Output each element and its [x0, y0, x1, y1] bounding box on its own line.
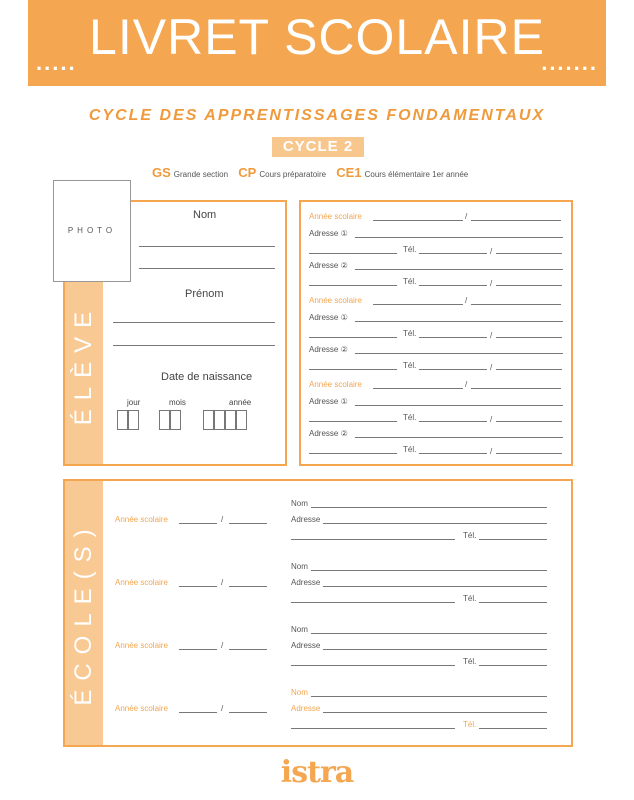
tel-line[interactable] [479, 665, 547, 666]
nom-label: Nom [193, 209, 217, 221]
prenom-line-1[interactable] [113, 322, 275, 323]
subtitle: CYCLE DES APPRENTISSAGES FONDAMENTAUX [88, 107, 546, 124]
annee-line[interactable] [179, 586, 217, 587]
annee-scolaire-label: Année scolaire [309, 212, 362, 221]
adresse2-label: Adresse ② [309, 261, 348, 270]
adresse-line[interactable] [309, 253, 397, 254]
adresse-line[interactable] [323, 586, 547, 587]
annee-line[interactable] [373, 220, 463, 221]
istra-logo: istra [280, 755, 354, 790]
adresse-line[interactable] [355, 437, 563, 438]
adresse1-label: Adresse ① [309, 229, 348, 238]
tel-line[interactable] [479, 602, 547, 603]
ecoles-side-label: ÉCOLE(S) [70, 520, 97, 706]
adresse-line[interactable] [309, 285, 397, 286]
prenom-line-2[interactable] [113, 345, 275, 346]
annee-line[interactable] [229, 649, 267, 650]
annee-scolaire-label: Année scolaire [115, 578, 168, 587]
photo-placeholder[interactable]: PHOTO [53, 180, 131, 282]
tel-line[interactable] [419, 285, 487, 286]
nom-line-1[interactable] [139, 246, 275, 247]
tel-line[interactable] [419, 337, 487, 338]
adresse-label: Adresse [291, 704, 321, 713]
date-cell[interactable] [170, 410, 181, 430]
slash: / [465, 296, 468, 305]
adresse1-label: Adresse ① [309, 397, 348, 406]
slash: / [465, 380, 468, 389]
tel-label: Tél. [463, 594, 477, 603]
annee-line[interactable] [373, 388, 463, 389]
nom-label: Nom [291, 625, 308, 634]
annee-line[interactable] [471, 388, 561, 389]
date-cell[interactable] [225, 410, 236, 430]
slash: / [221, 704, 224, 713]
date-cell[interactable] [117, 410, 128, 430]
adresse-line[interactable] [309, 453, 397, 454]
date-naissance-label: Date de naissance [161, 371, 253, 383]
level-gs: GS Grande section [152, 165, 229, 180]
adresse-line[interactable] [291, 665, 455, 666]
annee-scolaire-label: Année scolaire [309, 380, 362, 389]
slash: / [490, 279, 493, 288]
annee-scolaire-label: Année scolaire [309, 296, 362, 305]
annee-line[interactable] [229, 523, 267, 524]
level-cp: CP Cours préparatoire [238, 165, 327, 180]
date-cell[interactable] [159, 410, 170, 430]
tel-line[interactable] [419, 369, 487, 370]
tel-label: Tél. [463, 531, 477, 540]
adresses-box [299, 200, 573, 466]
tel-line[interactable] [496, 285, 562, 286]
date-cell[interactable] [128, 410, 139, 430]
nom-line[interactable] [311, 696, 547, 697]
page-title: LIVRET SCOLAIRE [89, 9, 545, 65]
slash: / [221, 515, 224, 524]
slash: / [490, 247, 493, 256]
levels-legend [152, 165, 512, 180]
level-ce1: CE1 Cours élémentaire 1er année [336, 165, 469, 180]
adresse-line[interactable] [355, 321, 563, 322]
annee-line[interactable] [229, 586, 267, 587]
nom-line[interactable] [311, 570, 547, 571]
adresse-line[interactable] [309, 369, 397, 370]
nom-line-2[interactable] [139, 268, 275, 269]
adresse-label: Adresse [291, 641, 321, 650]
adresse-line[interactable] [309, 421, 397, 422]
tel-line[interactable] [496, 337, 562, 338]
adresse-line[interactable] [355, 405, 563, 406]
adresse-line[interactable] [355, 269, 563, 270]
banner-dots-right: ....... [541, 50, 598, 75]
nom-line[interactable] [311, 507, 547, 508]
slash: / [490, 447, 493, 456]
tel-line[interactable] [496, 453, 562, 454]
nom-line[interactable] [311, 633, 547, 634]
annee-line[interactable] [471, 304, 561, 305]
annee-line[interactable] [229, 712, 267, 713]
annee-line[interactable] [179, 649, 217, 650]
tel-line[interactable] [496, 421, 562, 422]
tel-line[interactable] [496, 369, 562, 370]
tel-line[interactable] [496, 253, 562, 254]
slash: / [490, 415, 493, 424]
tel-line[interactable] [419, 253, 487, 254]
nom-label: Nom [291, 562, 308, 571]
slash: / [490, 331, 493, 340]
adresse-label: Adresse [291, 515, 321, 524]
slash: / [490, 363, 493, 372]
slash: / [465, 212, 468, 221]
tel-line[interactable] [419, 421, 487, 422]
mois-label: mois [169, 398, 186, 407]
tel-line[interactable] [419, 453, 487, 454]
ecoles-box [63, 479, 573, 747]
annee-line[interactable] [373, 304, 463, 305]
banner-dots-left: ..... [36, 50, 77, 75]
tel-label: Tél. [403, 361, 417, 370]
jour-label: jour [127, 398, 141, 407]
adresse-line[interactable] [323, 712, 547, 713]
title-banner [28, 0, 606, 86]
adresse-line[interactable] [291, 602, 455, 603]
adresse1-label: Adresse ① [309, 313, 348, 322]
annee-scolaire-label: Année scolaire [115, 515, 168, 524]
tel-label: Tél. [463, 720, 477, 729]
prenom-label: Prénom [185, 288, 224, 300]
annee-scolaire-label: Année scolaire [115, 704, 168, 713]
annee-label: année [229, 398, 252, 407]
adresse-line[interactable] [355, 353, 563, 354]
tel-label: Tél. [403, 245, 417, 254]
date-cell[interactable] [203, 410, 214, 430]
adresse-line[interactable] [323, 523, 547, 524]
date-cell[interactable] [236, 410, 247, 430]
adresse-line[interactable] [323, 649, 547, 650]
adresse-line[interactable] [355, 237, 563, 238]
adresse-line[interactable] [291, 539, 455, 540]
adresse-line[interactable] [291, 728, 455, 729]
tel-label: Tél. [403, 413, 417, 422]
slash: / [221, 641, 224, 650]
tel-label: Tél. [403, 329, 417, 338]
nom-label: Nom [291, 499, 308, 508]
tel-line[interactable] [479, 539, 547, 540]
annee-line[interactable] [179, 712, 217, 713]
adresse-line[interactable] [309, 337, 397, 338]
annee-scolaire-label: Année scolaire [115, 641, 168, 650]
cycle-badge: CYCLE 2 [272, 137, 364, 157]
slash: / [221, 578, 224, 587]
tel-label: Tél. [403, 277, 417, 286]
ecoles-side-band [65, 481, 103, 745]
tel-line[interactable] [479, 728, 547, 729]
adresse-label: Adresse [291, 578, 321, 587]
nom-label: Nom [291, 688, 308, 697]
tel-label: Tél. [403, 445, 417, 454]
tel-label: Tél. [463, 657, 477, 666]
annee-line[interactable] [471, 220, 561, 221]
adresse2-label: Adresse ② [309, 429, 348, 438]
eleve-side-label: ÉLÈVE [70, 303, 97, 426]
adresse2-label: Adresse ② [309, 345, 348, 354]
date-cell[interactable] [214, 410, 225, 430]
annee-line[interactable] [179, 523, 217, 524]
